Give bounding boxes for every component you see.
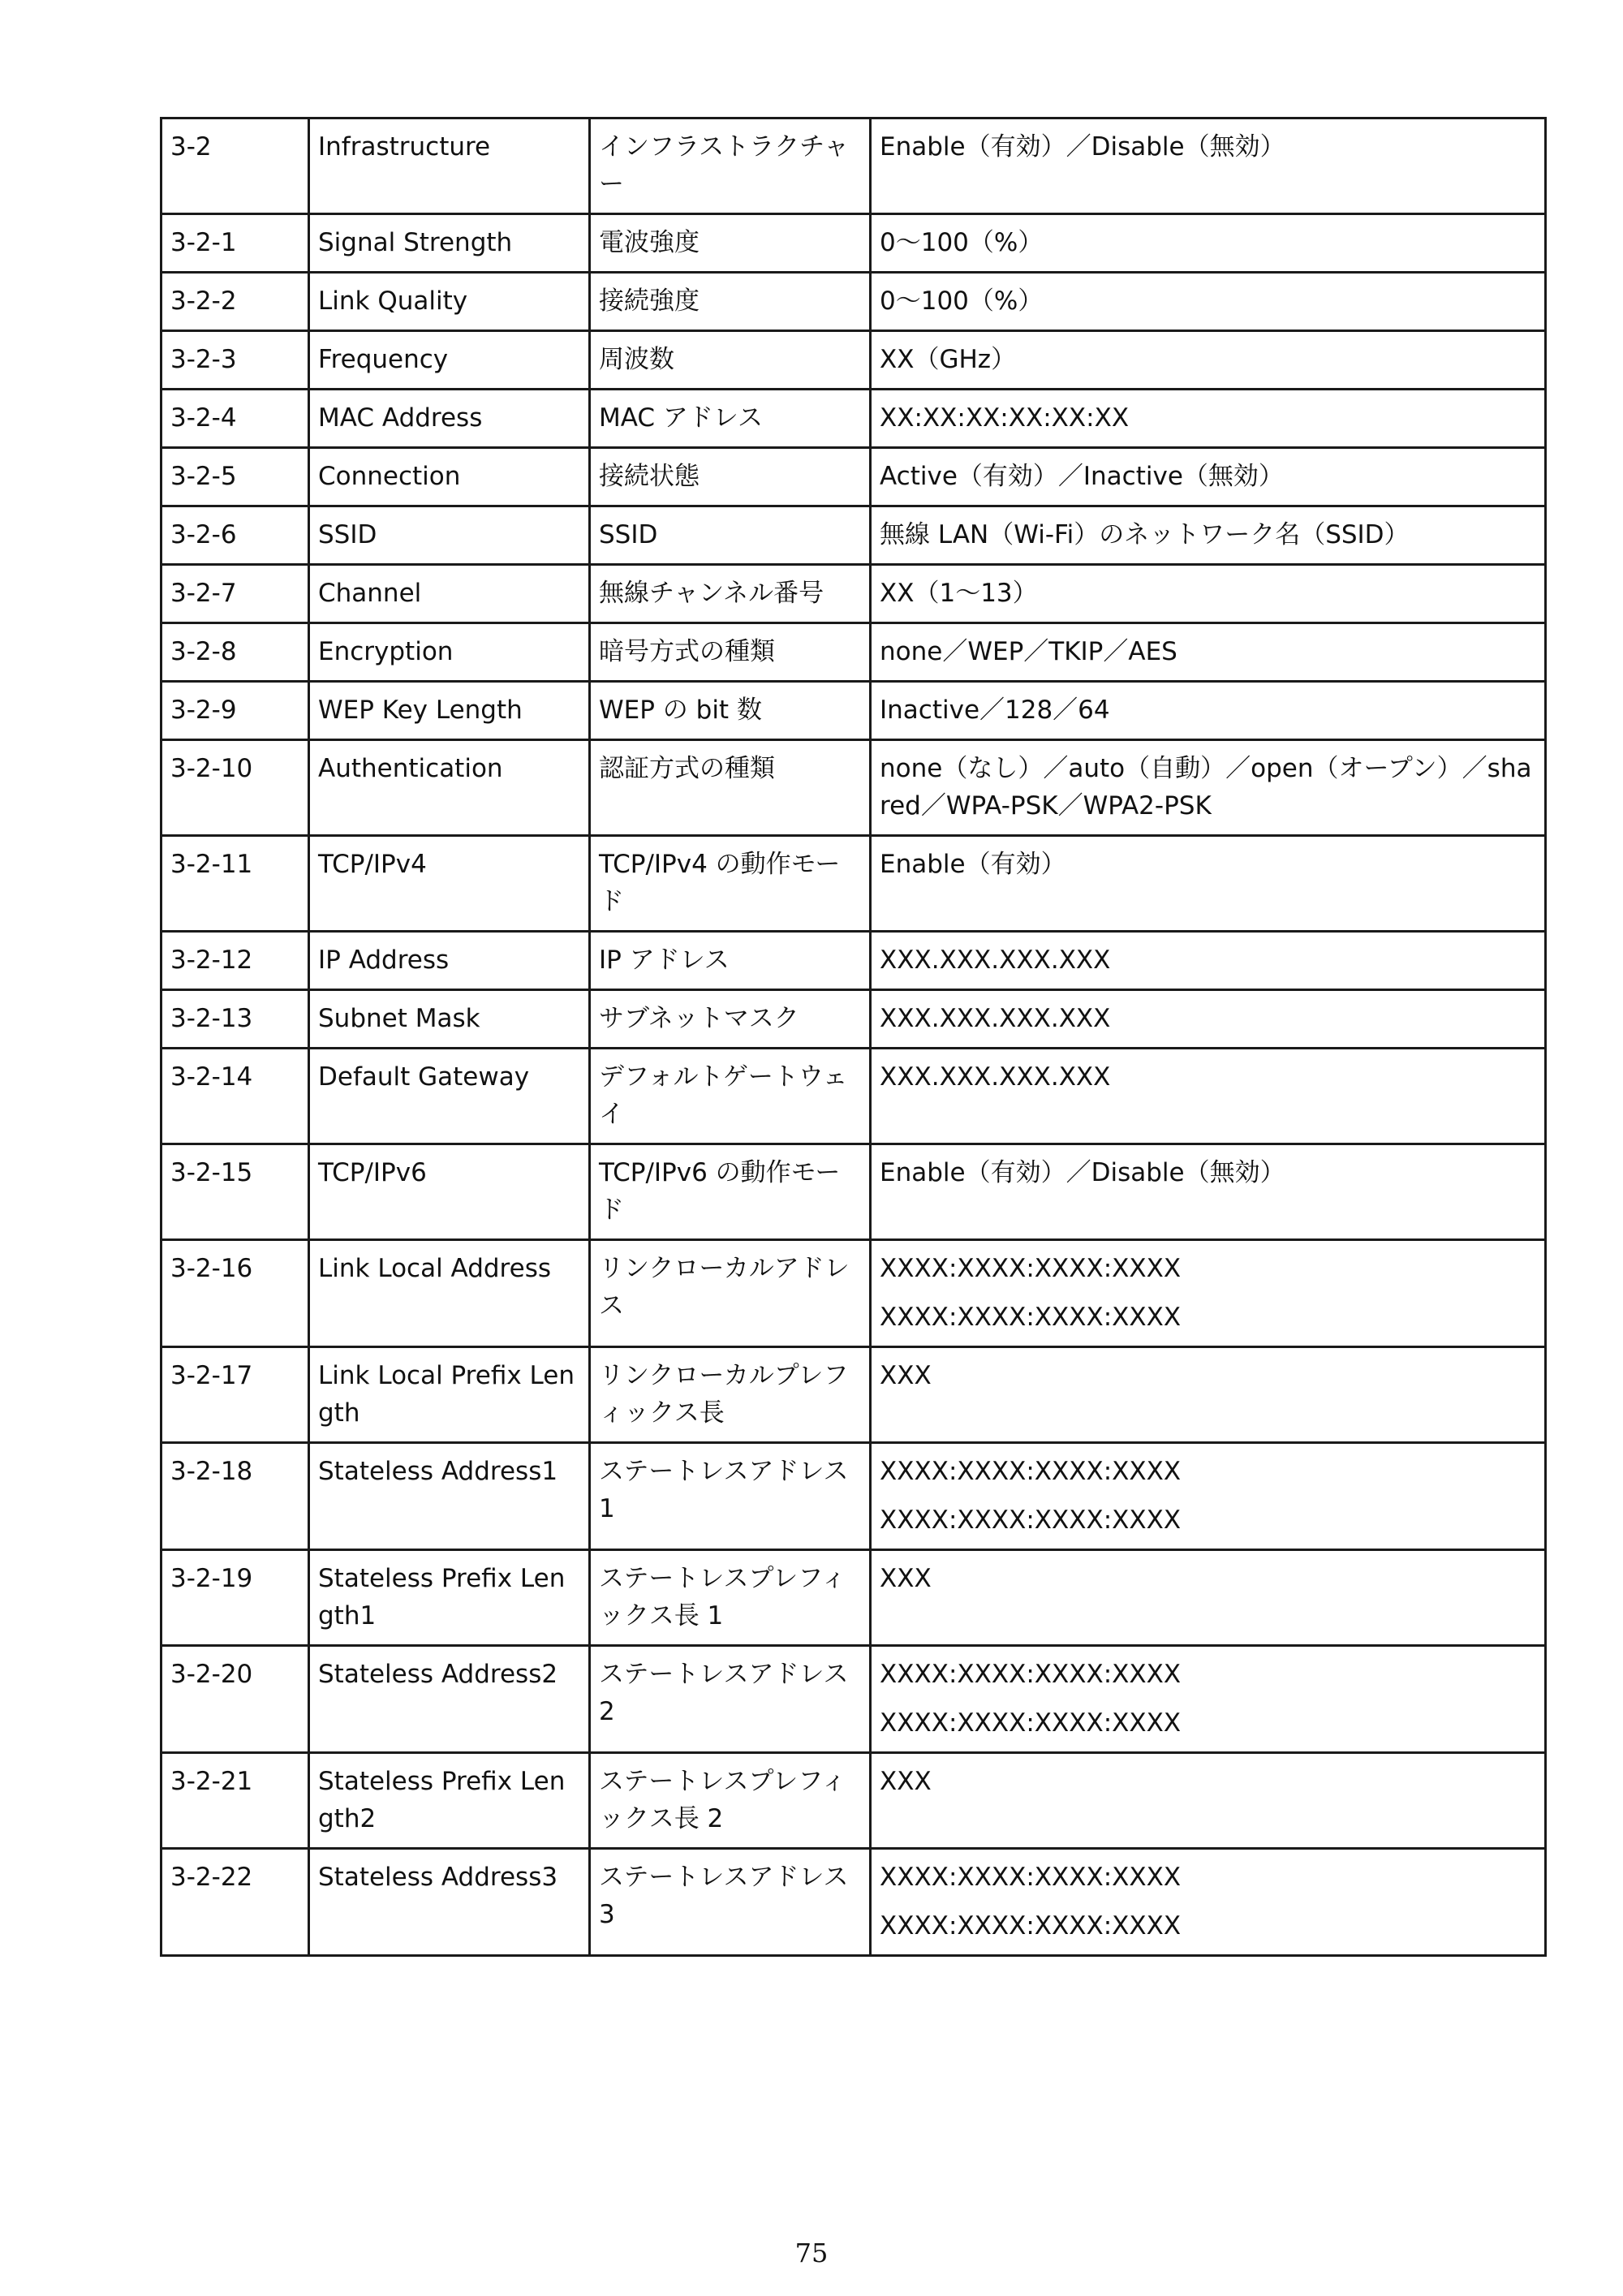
table-row [161,1849,1546,1956]
item-name-en-cell: SSID [309,506,590,565]
item-code-cell: 3-2-12 [161,932,309,990]
item-value-cell [871,932,1546,990]
item-value-text: 0〜100（%） [880,228,1044,257]
item-name-ja-cell: 無線チャンネル番号 [590,565,871,623]
table-row [161,273,1546,331]
item-code-cell: 3-2-14 [161,1049,309,1144]
item-name-ja-cell: ステートレスアドレス 3 [590,1849,871,1956]
item-value-text: Enable（有効）／Disable（無効） [880,132,1285,162]
item-name-en-cell: Default Gateway [309,1049,590,1144]
item-value-text: Active（有効）／Inactive（無効） [880,462,1284,491]
item-name-en-cell: Stateless Prefix Length2 [309,1753,590,1849]
table-row [161,682,1546,740]
item-value-text: XXXX:XXXX:XXXX:XXXX [880,1254,1182,1283]
table-row [161,740,1546,836]
item-code-cell: 3-2-11 [161,836,309,932]
item-code-cell: 3-2-17 [161,1347,309,1443]
item-code-cell: 3-2-3 [161,331,309,390]
item-name-en-cell: Link Local Prefix Length [309,1347,590,1443]
settings-table-body [161,118,1546,1956]
item-code-cell: 3-2-2 [161,273,309,331]
item-code-cell: 3-2-21 [161,1753,309,1849]
item-name-en-cell: Authentication [309,740,590,836]
table-row [161,1144,1546,1240]
item-value-cell [871,1144,1546,1240]
item-value-cell [871,1443,1546,1550]
table-row [161,1049,1546,1144]
item-name-ja-cell: WEP の bit 数 [590,682,871,740]
settings-table [160,117,1547,1957]
item-name-en-cell: Connection [309,448,590,506]
item-value-text: XXXX:XXXX:XXXX:XXXX [880,1303,1182,1332]
item-name-ja-cell: 暗号方式の種類 [590,623,871,682]
table-row [161,1550,1546,1646]
table-row [161,506,1546,565]
item-code-cell: 3-2-8 [161,623,309,682]
item-name-en-cell: TCP/IPv4 [309,836,590,932]
item-code-cell: 3-2-6 [161,506,309,565]
item-value-cell [871,740,1546,836]
item-code-cell: 3-2-22 [161,1849,309,1956]
table-row [161,331,1546,390]
item-value-text: XXX.XXX.XXX.XXX [880,1004,1111,1033]
item-name-ja-cell: TCP/IPv4 の動作モード [590,836,871,932]
item-name-ja-cell: ステートレスプレフィックス長 2 [590,1753,871,1849]
item-name-en-cell: Subnet Mask [309,990,590,1049]
item-value-text: XXX [880,1767,932,1796]
item-code-cell: 3-2-1 [161,214,309,273]
item-value-cell [871,1550,1546,1646]
item-value-text: XXXX:XXXX:XXXX:XXXX [880,1863,1182,1892]
table-row [161,932,1546,990]
item-value-text: Enable（有効）／Disable（無効） [880,1158,1285,1187]
item-name-ja-cell: リンクローカルアドレス [590,1240,871,1347]
item-value-text: XXXX:XXXX:XXXX:XXXX [880,1506,1182,1535]
item-value-cell [871,623,1546,682]
item-name-ja-cell: MAC アドレス [590,390,871,448]
item-value-cell [871,1049,1546,1144]
table-row [161,390,1546,448]
item-name-en-cell: Stateless Prefix Length1 [309,1550,590,1646]
item-name-ja-cell: ステートレスプレフィックス長 1 [590,1550,871,1646]
item-code-cell: 3-2-10 [161,740,309,836]
item-name-en-cell: WEP Key Length [309,682,590,740]
table-row [161,990,1546,1049]
item-value-cell [871,565,1546,623]
item-value-cell [871,1849,1546,1956]
item-value-text: XX（1〜13） [880,579,1038,608]
table-row [161,1646,1546,1753]
item-name-ja-cell: TCP/IPv6 の動作モード [590,1144,871,1240]
item-name-en-cell: Encryption [309,623,590,682]
item-value-cell [871,214,1546,273]
item-name-ja-cell: IP アドレス [590,932,871,990]
item-value-text: 0〜100（%） [880,286,1044,316]
item-value-cell [871,1347,1546,1443]
item-value-text: XXX.XXX.XXX.XXX [880,1062,1111,1092]
item-code-cell: 3-2-4 [161,390,309,448]
item-value-cell [871,506,1546,565]
table-row [161,1443,1546,1550]
item-name-en-cell: Signal Strength [309,214,590,273]
table-row [161,1347,1546,1443]
page-number: 75 [794,2238,829,2268]
item-name-ja-cell: ステートレスアドレス 1 [590,1443,871,1550]
item-name-ja-cell: ステートレスアドレス 2 [590,1646,871,1753]
item-value-cell [871,1240,1546,1347]
item-value-text: Enable（有効） [880,850,1066,879]
item-name-en-cell: Infrastructure [309,118,590,214]
table-row [161,836,1546,932]
item-code-cell: 3-2-20 [161,1646,309,1753]
item-value-text: Inactive／128／64 [880,696,1110,725]
item-value-text: XXXX:XXXX:XXXX:XXXX [880,1457,1182,1486]
item-name-ja-cell: SSID [590,506,871,565]
item-value-text: none／WEP／TKIP／AES [880,637,1177,666]
item-code-cell: 3-2-16 [161,1240,309,1347]
item-value-cell [871,1646,1546,1753]
item-value-text: 無線 LAN（Wi-Fi）のネットワーク名（SSID） [880,520,1410,549]
item-code-cell: 3-2 [161,118,309,214]
item-value-text: XXXX:XXXX:XXXX:XXXX [880,1911,1182,1941]
item-value-cell [871,836,1546,932]
item-code-cell: 3-2-15 [161,1144,309,1240]
item-name-ja-cell: 接続状態 [590,448,871,506]
item-name-en-cell: MAC Address [309,390,590,448]
item-value-cell [871,118,1546,214]
item-value-cell [871,390,1546,448]
item-name-en-cell: Channel [309,565,590,623]
table-row [161,565,1546,623]
table-row [161,1240,1546,1347]
table-row [161,118,1546,214]
item-value-text: XXXX:XXXX:XXXX:XXXX [880,1660,1182,1689]
item-name-en-cell: Stateless Address2 [309,1646,590,1753]
item-value-cell [871,448,1546,506]
item-name-en-cell: TCP/IPv6 [309,1144,590,1240]
item-value-text: XXX [880,1361,932,1390]
item-name-ja-cell: リンクローカルプレフィックス長 [590,1347,871,1443]
item-value-cell [871,990,1546,1049]
item-name-ja-cell: 電波強度 [590,214,871,273]
item-code-cell: 3-2-9 [161,682,309,740]
item-name-en-cell: Stateless Address1 [309,1443,590,1550]
item-value-text: XXXX:XXXX:XXXX:XXXX [880,1708,1182,1738]
table-row [161,214,1546,273]
item-name-en-cell: Link Quality [309,273,590,331]
item-name-en-cell: Frequency [309,331,590,390]
item-code-cell: 3-2-13 [161,990,309,1049]
item-name-ja-cell: デフォルトゲートウェイ [590,1049,871,1144]
item-value-text: XX:XX:XX:XX:XX:XX [880,403,1130,433]
table-row [161,1753,1546,1849]
table-row [161,623,1546,682]
item-name-ja-cell: 周波数 [590,331,871,390]
item-name-en-cell: Stateless Address3 [309,1849,590,1956]
item-code-cell: 3-2-18 [161,1443,309,1550]
item-name-en-cell: Link Local Address [309,1240,590,1347]
item-name-ja-cell: 認証方式の種類 [590,740,871,836]
item-name-ja-cell: インフラストラクチャー [590,118,871,214]
item-value-text: XXX [880,1564,932,1593]
item-value-cell [871,1753,1546,1849]
item-value-cell [871,331,1546,390]
item-value-cell [871,682,1546,740]
item-name-ja-cell: サブネットマスク [590,990,871,1049]
item-value-text: XX（GHz） [880,345,1017,374]
item-value-cell [871,273,1546,331]
table-row [161,448,1546,506]
item-name-ja-cell: 接続強度 [590,273,871,331]
item-code-cell: 3-2-19 [161,1550,309,1646]
item-name-en-cell: IP Address [309,932,590,990]
item-code-cell: 3-2-5 [161,448,309,506]
item-value-text: none（なし）／auto（自動）／open（オープン）／shared／WPA-PSK／WPA2-PSK [880,754,1532,821]
item-value-text: XXX.XXX.XXX.XXX [880,946,1111,975]
item-code-cell: 3-2-7 [161,565,309,623]
